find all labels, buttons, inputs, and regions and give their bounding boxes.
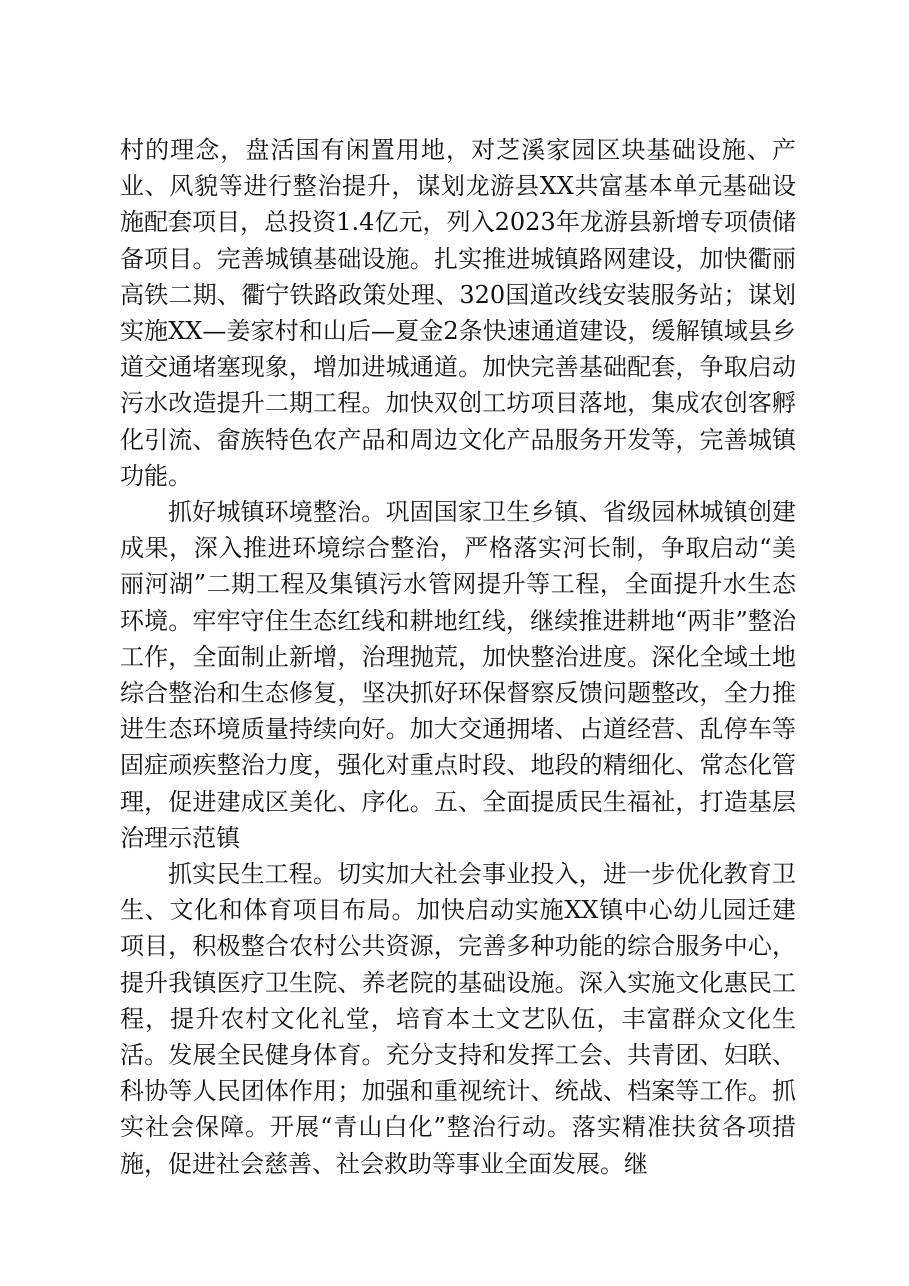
document-body (120, 132, 796, 1182)
paragraph-2: 抓好城镇环境整治。巩固国家卫生乡镇、省级园林城镇创建成果，深入推进环境综合整治，严格落实河长制，争取启动“美丽河湖”二期工程及集镇污水管网提升等工程，全面提升水生态环境。牢牢守住生态红线和耕地红线，继续推进耕地“两非”整治工作，全面制止新增，治理抛荒，加快整治进度。深化全域土地综合整治和生态修复，坚决抓好环保督察反馈问题整改，全力推进生态环境质量持续向好。加大交通拥堵、占道经营、乱停车等固症顽疾整治力度，强化对重点时段、地段的精细化、常态化管理，促进建成区美化、序化。五、全面提质民生福祉，打造基层治理示范镇 (120, 498, 796, 852)
paragraph-1: 村的理念，盘活国有闲置用地，对芝溪家园区块基础设施、产业、风貌等进行整治提升，谋划龙游县XX共富基本单元基础设施配套项目，总投资1.4亿元，列入2023年龙游县新增专项债储备项目。完善城镇基础设施。扎实推进城镇路网建设，加快衢丽高铁二期、衢宁铁路政策处理、320国道改线安装服务站；谋划实施XX—姜家村和山后—夏金2条快速通道建设，缓解镇域县乡道交通堵塞现象，增加进城通道。加快完善基础配套，争取启动污水改造提升二期工程。加快双创工坊项目落地，集成农创客孵化引流、畲族特色农产品和周边文化产品服务开发等，完善城镇功能。 (120, 136, 796, 490)
paragraph-3: 抓实民生工程。切实加大社会事业投入，进一步优化教育卫生、文化和体育项目布局。加快启动实施XX镇中心幼儿园迁建项目，积极整合农村公共资源，完善多种功能的综合服务中心，提升我镇医疗卫生院、养老院的基础设施。深入实施文化惠民工程，提升农村文化礼堂，培育本土文艺队伍，丰富群众文化生活。发展全民健身体育。充分支持和发挥工会、共青团、妇联、科协等人民团体作用；加强和重视统计、统战、档案等工作。抓实社会保障。开展“青山白化”整治行动。落实精准扶贫各项措施，促进社会慈善、社会救助等事业全面发展。继 (120, 860, 796, 1178)
